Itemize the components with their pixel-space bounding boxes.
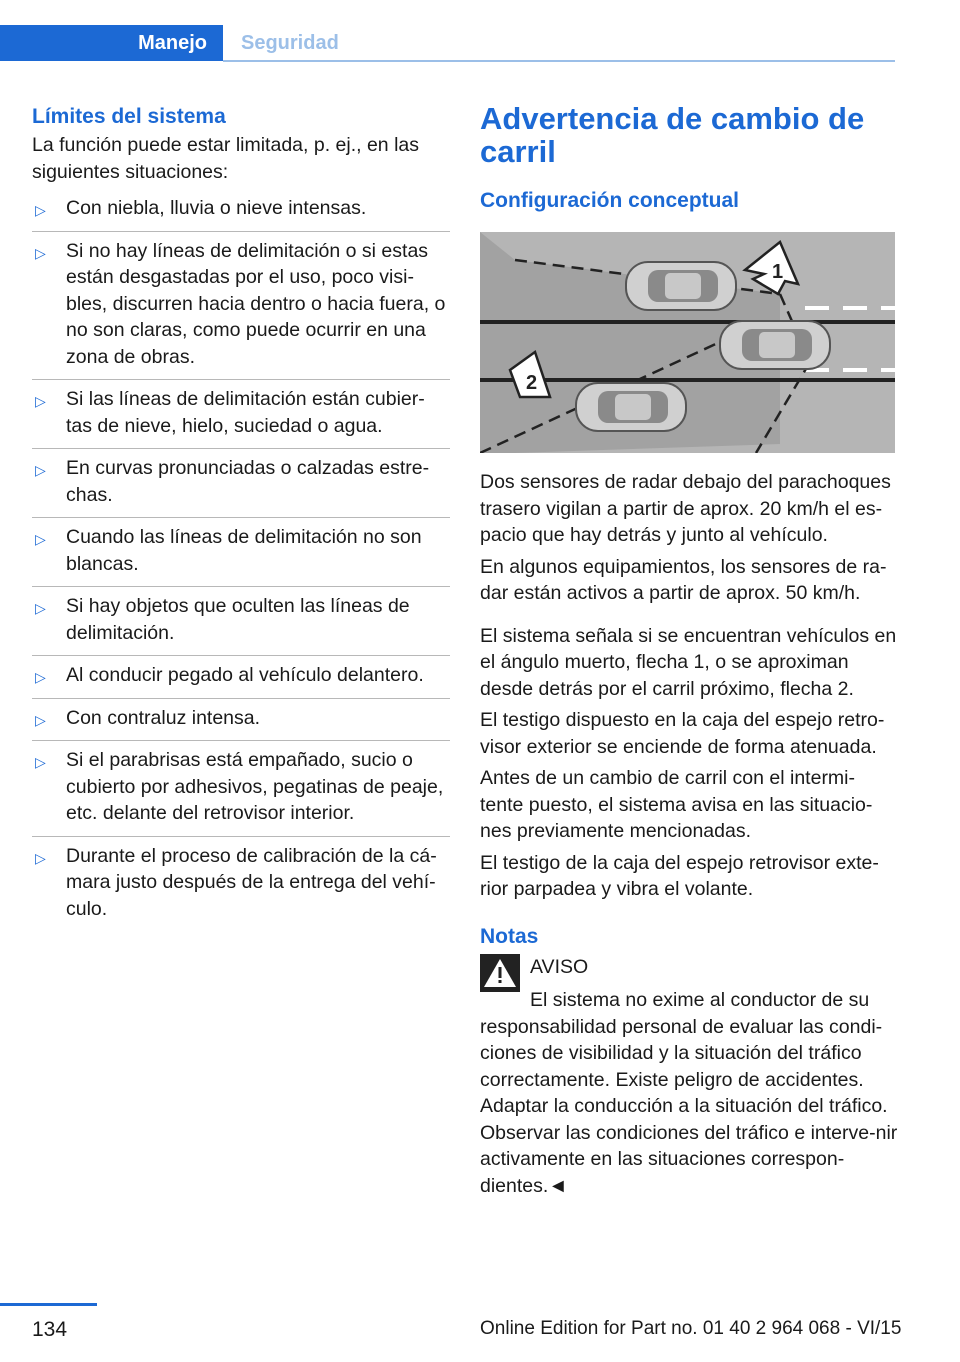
paragraph: Dos sensores de radar debajo del parachoques trasero vigilan a partir de aprox. 20 km/h el es-pacio que hay detrás y junto al vehículo.: [480, 471, 891, 546]
limitations-list: [32, 189, 450, 931]
paragraph: El testigo dispuesto en la caja del espejo retro-visor exterior se enciende de forma atenuada.: [480, 709, 885, 758]
list-item-text: Durante el proceso de calibración de la cá-mara justo después de la entrega del vehí-culo.: [66, 844, 437, 920]
warning-notice: [480, 954, 898, 1014]
list-item-text: Con niebla, lluvia o nieve intensas.: [66, 197, 367, 219]
tab-seguridad[interactable]: Seguridad: [241, 31, 339, 54]
list-item: [32, 740, 450, 836]
warning-first-line: El sistema no exime al conductor de su: [530, 989, 870, 1011]
system-limits-heading: Límites del sistema: [32, 105, 226, 128]
system-limits-intro: La función puede estar limitada, p. ej., en las siguientes situaciones:: [32, 134, 419, 183]
list-item: [32, 379, 450, 448]
list-item: [32, 448, 450, 517]
triangle-bullet-icon: ▷: [35, 849, 46, 866]
triangle-bullet-icon: ▷: [35, 462, 46, 478]
paragraph: El testigo de la caja del espejo retrovisor exte-rior parpadea y vibra el volante.: [480, 851, 879, 900]
paragraph: El sistema señala si se encuentran vehículos en el ángulo muerto, flecha 1, o se aproximan desde detrás por el carril próximo, flecha 2.: [480, 624, 897, 700]
arrow-1-label: 1: [772, 261, 784, 283]
list-item-text: Si el parabrisas está empañado, sucio o cubierto por adhesivos, pegatinas de peaje, etc. delante del retrovisor interior.: [66, 749, 444, 824]
triangle-bullet-icon: ▷: [35, 244, 46, 261]
header-divider: [223, 60, 895, 62]
list-item-text: Si no hay líneas de delimitación o si estas están desgastadas por el uso, poco visi-bles, discurren hacia dentro o hacia fuera, o no son claras, como puede ocurrir en una zona de obras.: [66, 239, 446, 368]
section-title: Advertencia de cambio de carril: [480, 101, 865, 169]
list-item: [32, 586, 450, 655]
list-item-text: Si hay objetos que oculten las líneas de delimitación.: [66, 595, 410, 644]
footer-rule: [0, 1303, 97, 1306]
list-item-text: Al conducir pegado al vehículo delantero.: [66, 664, 424, 686]
list-item: [32, 836, 450, 932]
triangle-bullet-icon: ▷: [35, 600, 46, 616]
page-number: 134: [32, 1318, 68, 1341]
triangle-bullet-icon: ▷: [35, 393, 46, 409]
warning-label: AVISO: [530, 955, 589, 978]
triangle-bullet-icon: ▷: [35, 531, 46, 547]
list-item-text: Cuando las líneas de delimitación no son blancas.: [66, 526, 422, 575]
description-block: [480, 469, 898, 903]
car-icon: [626, 262, 736, 310]
car-icon: [720, 321, 830, 369]
list-item: [32, 698, 450, 741]
list-item-text: Con contraluz intensa.: [66, 706, 261, 729]
list-item-text: Si las líneas de delimitación están cubier-tas de nieve, hielo, suciedad o agua.: [66, 388, 425, 437]
arrow-2-label: 2: [526, 372, 538, 394]
edition-text: Online Edition for Part no. 01 40 2 964 068 - VI/15: [480, 1318, 902, 1339]
triangle-bullet-icon: ▷: [35, 711, 46, 728]
warning-text: responsabilidad personal de evaluar las condi-ciones de visibilidad y la situación del tráfico correctamente. Existe peligro de accidentes. Adaptar la conducción a la situación del tráfico. Observar las condiciones del tráfico e interve-nir activamente en las situaciones correspon-dientes.◄: [480, 1015, 898, 1197]
list-item: [32, 517, 450, 586]
page-header: [0, 25, 895, 61]
lane-change-diagram: [480, 232, 895, 453]
left-column: [32, 102, 450, 931]
notes-heading: Notas: [480, 924, 539, 948]
tab-manejo[interactable]: Manejo: [0, 25, 223, 61]
triangle-bullet-icon: ▷: [35, 754, 46, 770]
warning-triangle-icon: [480, 954, 520, 992]
triangle-bullet-icon: ▷: [35, 669, 46, 685]
list-item: [32, 655, 450, 698]
right-column: [480, 102, 898, 1199]
concept-heading: Configuración conceptual: [480, 189, 740, 212]
paragraph: En algunos equipamientos, los sensores de ra-dar están activos a partir de aprox. 50 km/h.: [480, 555, 887, 604]
triangle-bullet-icon: ▷: [35, 202, 46, 218]
car-icon: [576, 383, 686, 431]
list-item: [32, 189, 450, 231]
list-item-text: En curvas pronunciadas o calzadas estre-chas.: [66, 457, 430, 506]
list-item: [32, 231, 450, 380]
paragraph: Antes de un cambio de carril con el intermi-tente puesto, el sistema avisa en las situacio-nes previamente mencionadas.: [480, 767, 873, 842]
